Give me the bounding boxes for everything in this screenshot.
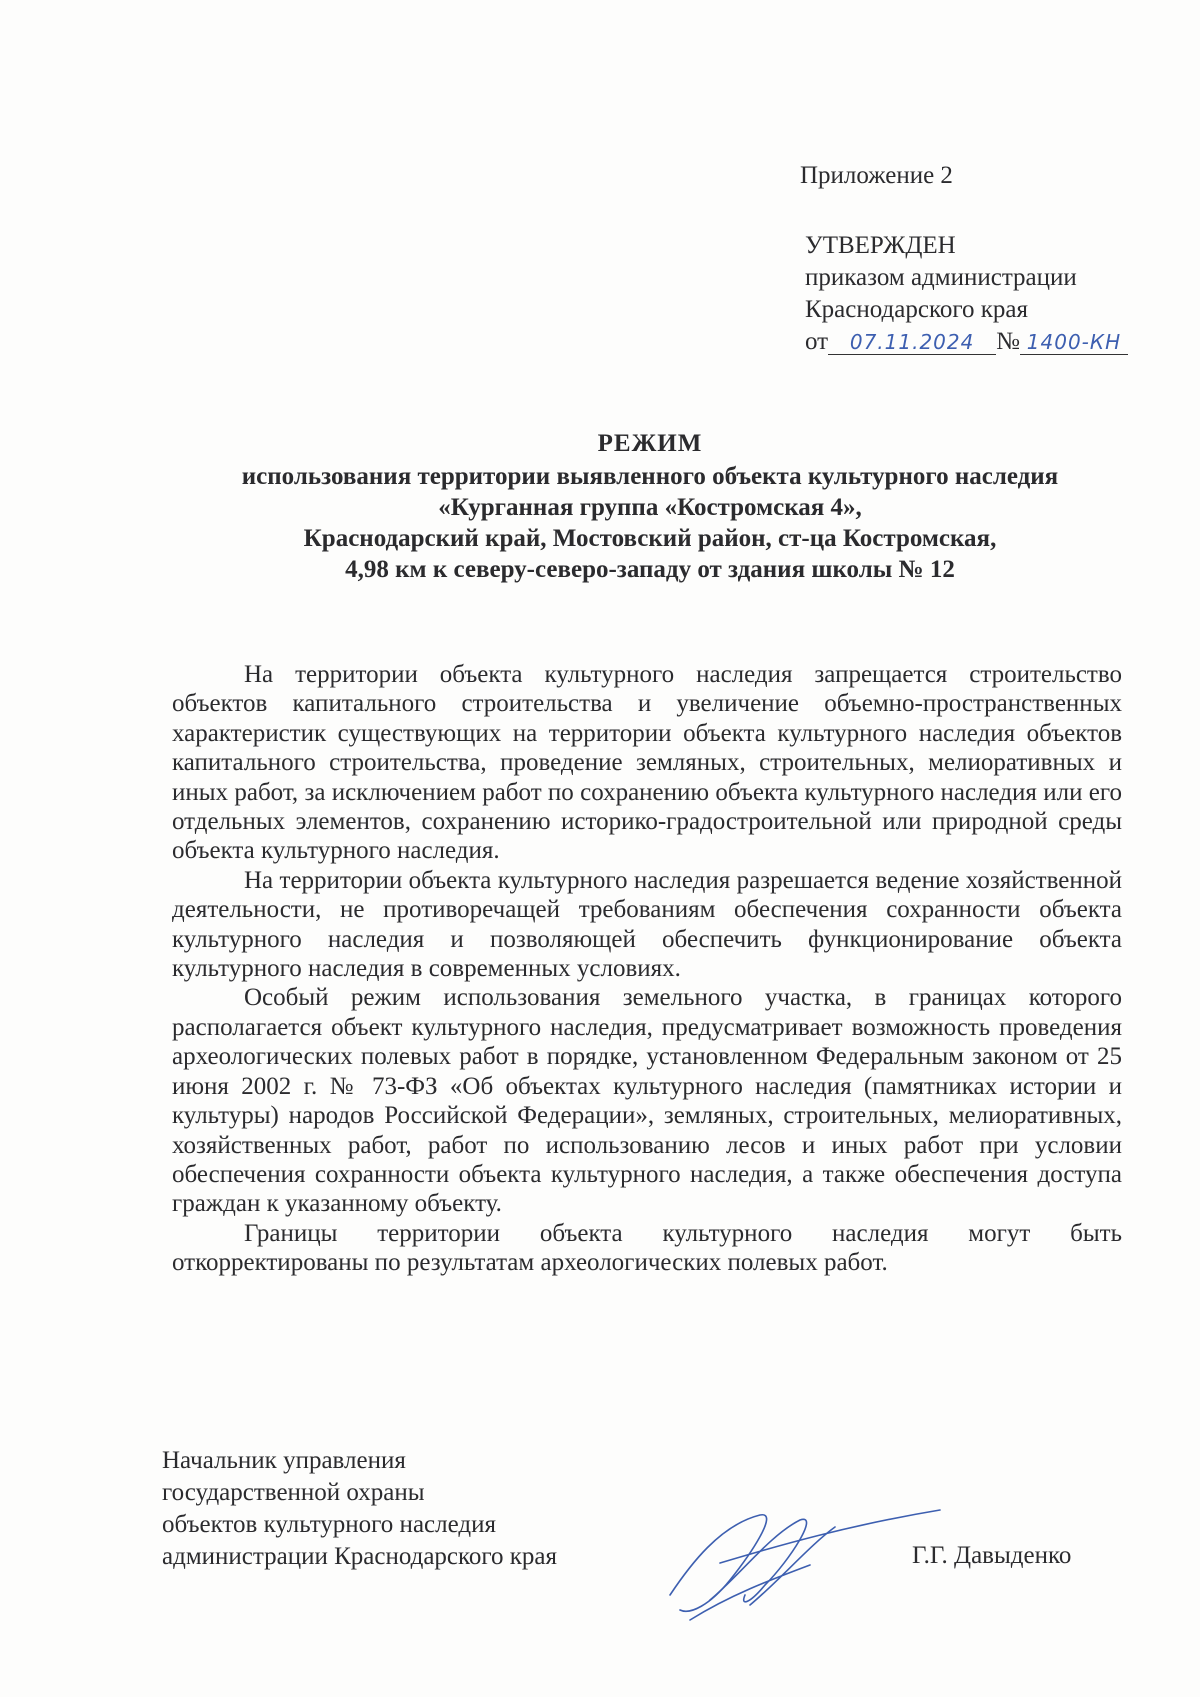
title-line-1: использования территории выявленного объекта культурного наследия [241,463,1059,490]
approved-label: УТВЕРЖДЕН [805,232,956,259]
signatory-name: Г.Г. Давыденко [912,1542,1072,1569]
title-line-4: 4,98 км к северу-северо-западу от здания школы № 12 [345,556,955,583]
paragraph-permissions: На территории объекта культурного наследия разрешается ведение хозяйственной деятельности, не противоречащей требованиям обеспечения сохранности объекта культурного наследия и позволяющей обеспечить функционирование объекта культурного наследия в современных условиях. [172,866,1122,983]
signatory-line-1: Начальник управления [162,1447,406,1474]
signatory-position [162,1445,557,1573]
signatory-line-4: администрации Краснодарского края [162,1543,558,1570]
approved-by-line2: Краснодарского края [805,296,1028,323]
title-line-2: «Курганная группа «Костромская 4», [438,494,862,521]
paragraph-prohibitions: На территории объекта культурного наследия запрещается строительство объектов капитального строительства и увеличение объемно-пространственных характеристик существующих на территории объекта культурного наследия объектов капитального строительства, проведение земляных, строительных, мелиоративных и иных работ, за исключением работ по сохранению объекта культурного наследия или его отдельных элементов, сохранению историко-градостроительной или природной среды объекта культурного наследия. [172,661,1122,865]
title-heading: РЕЖИМ [597,430,703,457]
signatory-line-2: государственной охраны [162,1479,425,1506]
signatory-line-3: объектов культурного наследия [162,1511,496,1538]
order-date-row [805,326,1128,358]
handwritten-signature [650,1485,950,1625]
title-line-3: Краснодарский край, Мостовский район, ст-ца Костромская, [303,525,997,552]
order-date: 07.11.2024 [828,330,996,355]
approval-stamp [805,230,1128,358]
document-title [130,428,1170,585]
appendix-label: Приложение 2 [800,162,953,189]
number-label: № [996,328,1020,355]
approved-by-line1: приказом администрации [805,264,1077,291]
document-body [172,660,1122,1278]
paragraph-boundaries: Границы территории объекта культурного наследия могут быть откорректированы по результатам археологических полевых работ. [172,1219,1122,1277]
paragraph-special-regime: Особый режим использования земельного участка, в границах которого располагается объект культурного наследия, предусматривает возможность проведения археологических полевых работ в порядке, установленном Федеральным законом от 25 июня 2002 г. № 73-ФЗ «Об объектах культурного наследия (памятниках истории и культуры) народов Российской Федерации», земляных, строительных, мелиоративных, хозяйственных работ, работ по использованию лесов и иных работ при условии обеспечения сохранности объекта культурного наследия, а также обеспечения доступа граждан к указанному объекту. [172,984,1122,1218]
order-number: 1400-КН [1020,330,1128,355]
from-label: от [805,328,829,355]
